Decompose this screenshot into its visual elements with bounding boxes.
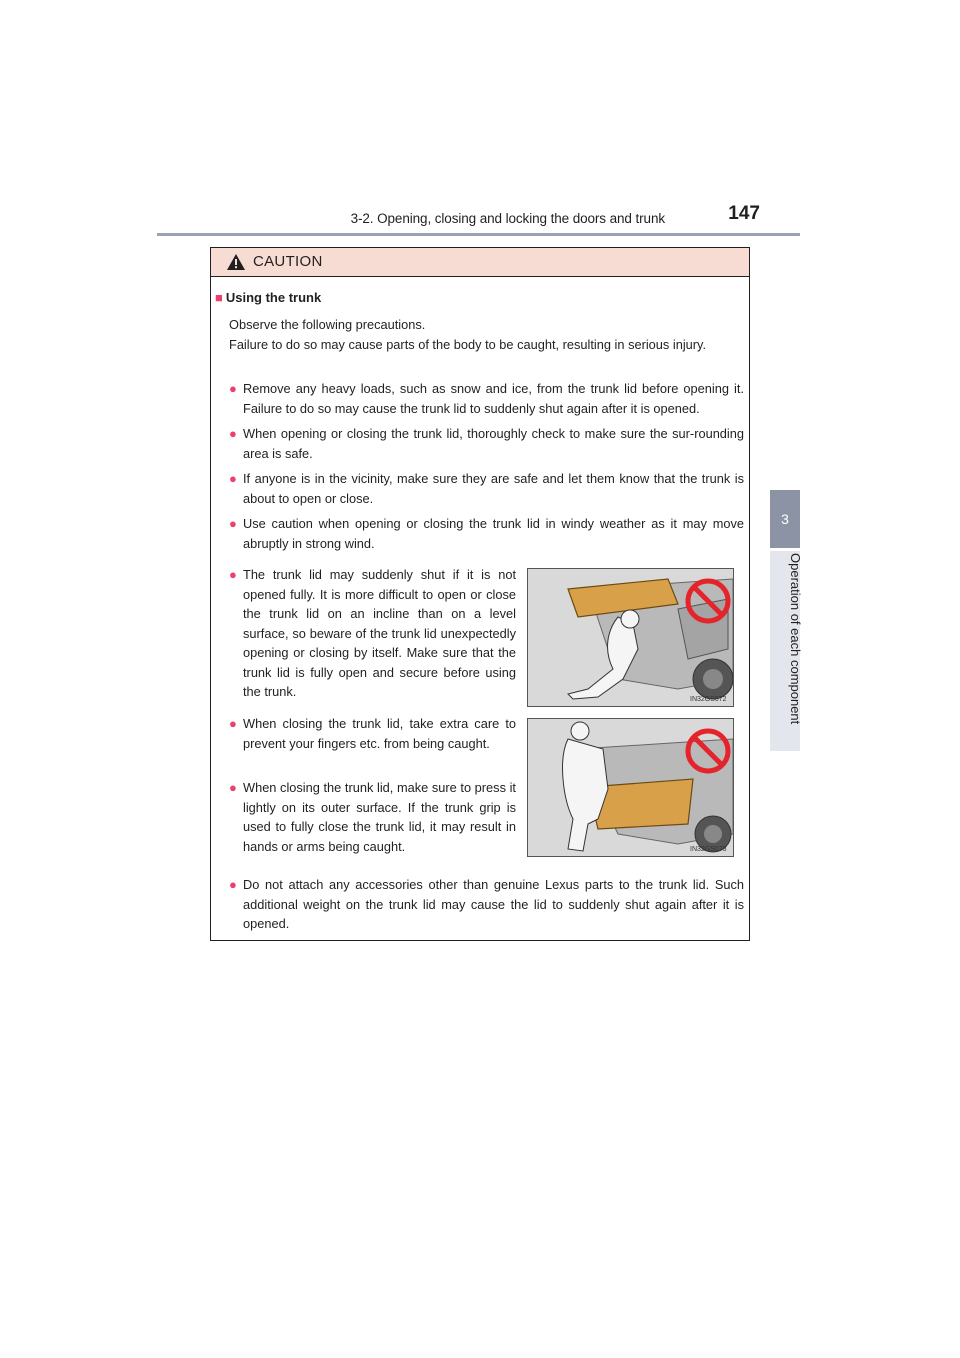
bullet-item: ● Remove any heavy loads, such as snow and ice, from the trunk lid before opening it. Failure to do so may cause the trunk lid to suddenly shut again after it is opened. [229, 381, 744, 416]
bullet-dot-icon: ● [229, 516, 237, 531]
intro-line-1: Observe the following precautions. [229, 317, 426, 332]
bullet-item: ● When opening or closing the trunk lid, thoroughly check to make sure the sur-rounding area is safe. [229, 426, 744, 461]
trunk-lid-falling-illustration [527, 568, 734, 707]
caution-header [211, 248, 749, 277]
bullet-dot-icon: ● [229, 780, 237, 795]
section-title: 3-2. Opening, closing and locking the doors and trunk [350, 211, 665, 226]
bullet-item: ● If anyone is in the vicinity, make sure they are safe and let them know that the trunk is about to open or close. [229, 471, 744, 506]
bullet-item: ● When closing the trunk lid, take extra care to prevent your fingers etc. from being caught. [229, 716, 516, 751]
bullet-dot-icon: ● [229, 471, 237, 486]
square-bullet-icon: ■ [215, 290, 223, 305]
header-rule [157, 233, 800, 236]
trunk-illustration-2 [528, 719, 733, 856]
page-header [160, 200, 800, 236]
warning-icon [227, 254, 245, 270]
bullet-dot-icon: ● [229, 716, 237, 731]
bullet-item: ● The trunk lid may suddenly shut if it is not opened fully. It is more difficult to open or close the trunk lid on an incline than on a level surface, so beware of the trunk lid unexpectedly opening or closing by itself. Make sure that the trunk lid is fully open and secure before using the trunk. [229, 567, 516, 699]
bullet-dot-icon: ● [229, 381, 237, 396]
figure-code: IN32GS072 [690, 696, 727, 703]
caution-heading: CAUTION [253, 253, 323, 270]
bullet-dot-icon: ● [229, 426, 237, 441]
bullet-dot-icon: ● [229, 567, 237, 582]
bullet-item: ● Do not attach any accessories other than genuine Lexus parts to the trunk lid. Such additional weight on the trunk lid may cause the lid to suddenly shut again after it is opened. [229, 877, 744, 931]
caution-subheading-row [215, 288, 321, 308]
bullet-item: ● Use caution when opening or closing the trunk lid in windy weather as it may move abruptly in strong wind. [229, 516, 744, 551]
figure-code: IN32GS073 [690, 846, 727, 853]
chapter-tab: 3 [770, 490, 800, 548]
bullet-dot-icon: ● [229, 877, 237, 892]
trunk-fingers-caught-illustration [527, 718, 734, 857]
chapter-title: Operation of each component [788, 553, 803, 725]
caution-subheading: Using the trunk [225, 290, 322, 305]
page-number: 147 [728, 203, 760, 224]
bullet-item: ● When closing the trunk lid, make sure to press it lightly on its outer surface. If the trunk grip is used to fully close the trunk lid, it may result in hands or arms being caught. [229, 780, 516, 854]
trunk-illustration-1 [528, 569, 733, 706]
intro-line-2: Failure to do so may cause parts of the body to be caught, resulting in serious injury. [229, 337, 707, 352]
